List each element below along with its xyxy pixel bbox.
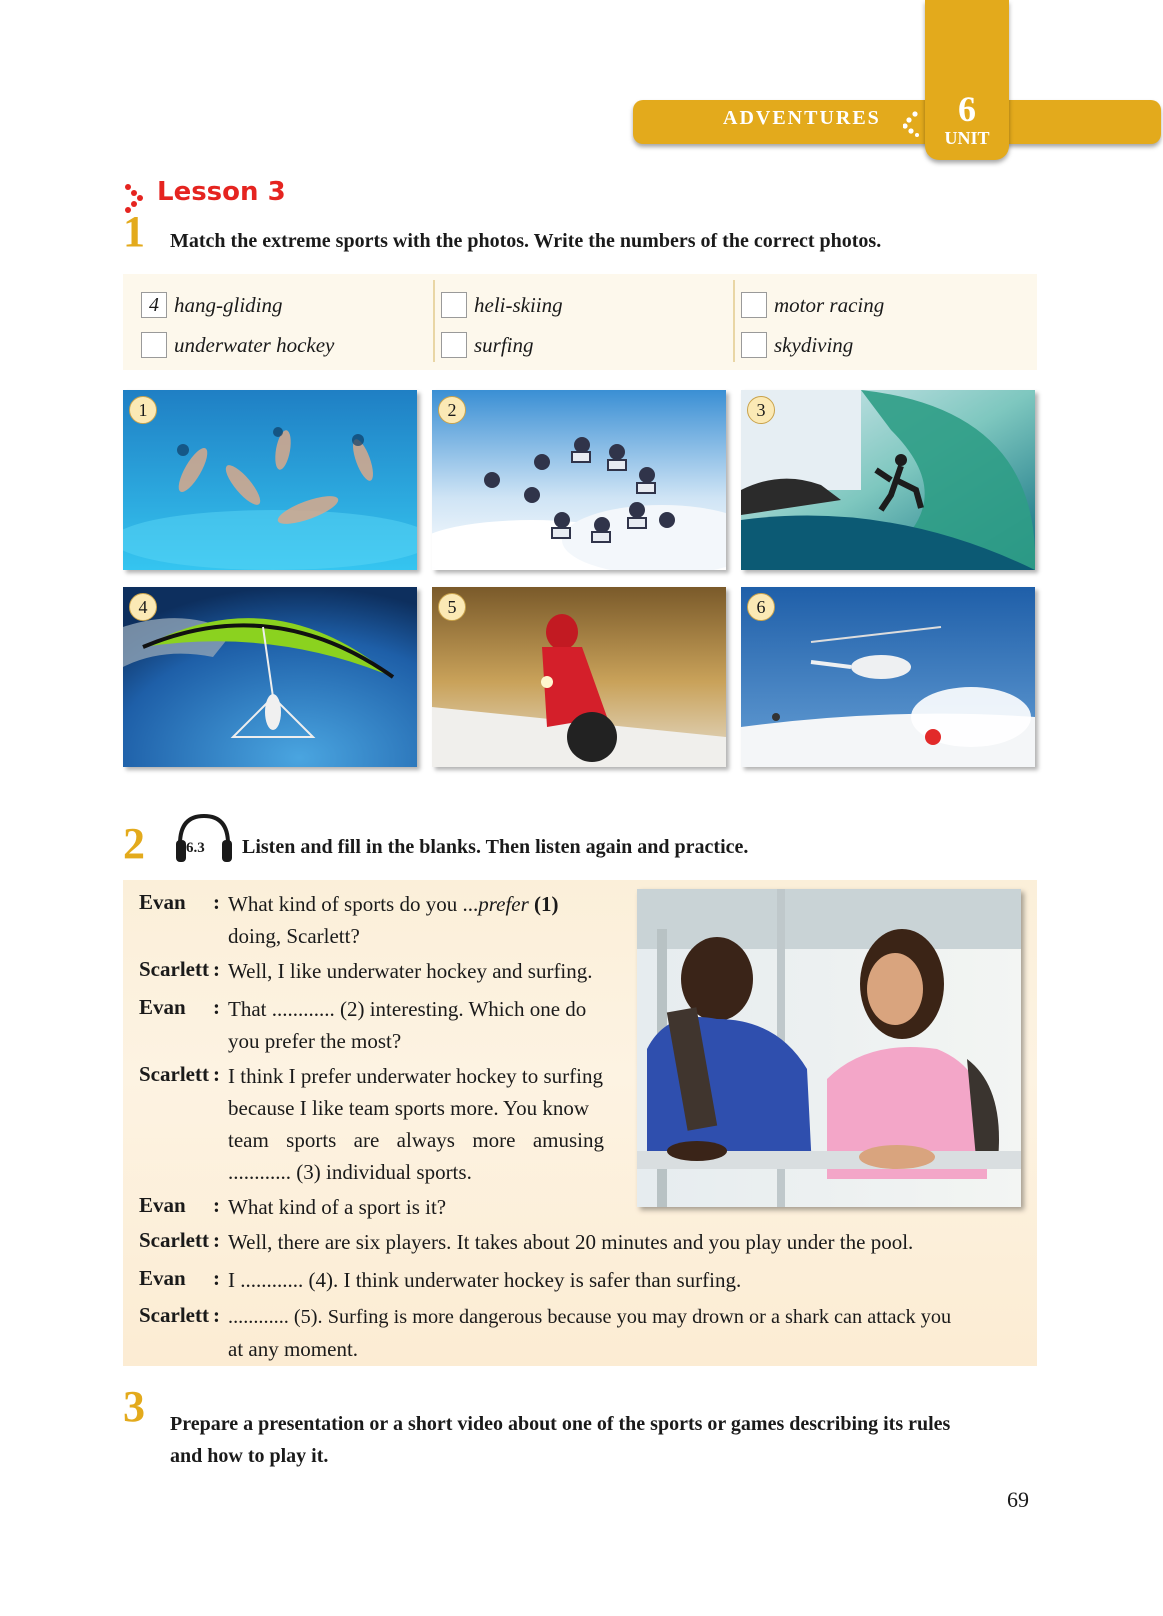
colon: : [213, 995, 220, 1019]
answer-box[interactable] [441, 332, 467, 358]
dialogue-text: ............ (3) individual sports. [228, 1160, 472, 1184]
colon: : [213, 1062, 220, 1086]
matching-item [441, 330, 534, 360]
dialogue-text: What kind of a sport is it? [228, 1195, 447, 1219]
speaker-name: Evan [139, 1193, 186, 1217]
matching-item [741, 290, 884, 320]
photo-motor-racing [432, 587, 726, 767]
speaker-name: Evan [139, 1266, 186, 1290]
colon: : [213, 1193, 220, 1217]
dots-icon [903, 111, 921, 137]
dialogue-text: I think I prefer underwater hockey to surfing [228, 1064, 603, 1088]
page-number: 69 [1007, 1487, 1029, 1512]
exercise-2-instruction: Listen and fill in the blanks. Then listen again and practice. [242, 836, 749, 858]
matching-item [441, 290, 563, 320]
photo-heli-skiing [741, 587, 1035, 767]
matching-item [741, 330, 853, 360]
dialogue-text: because I like team sports more. You know [228, 1096, 590, 1120]
exercise-2-number: 2 [123, 819, 145, 868]
colon: : [213, 1303, 220, 1327]
matching-item [141, 330, 334, 360]
unit-banner [633, 100, 1161, 144]
sport-label: surfing [474, 332, 534, 357]
dialogue-text: I ............ (4). I think underwater hockey is safer than surfing. [228, 1268, 742, 1292]
colon: : [213, 957, 220, 981]
dialogue-text: at any moment. [228, 1337, 359, 1361]
sport-label: motor racing [774, 292, 885, 317]
unit-number: 6 [958, 89, 976, 129]
speaker-name: Evan [139, 995, 186, 1019]
answer-box[interactable]: 4 [141, 292, 167, 318]
colon: : [213, 1266, 220, 1290]
matching-item [141, 290, 283, 320]
photo-evan-and-scarlett [637, 889, 1021, 1207]
dialogue-text: you prefer the most? [228, 1029, 402, 1053]
matching-column [423, 274, 723, 370]
speaker-name: Scarlett [139, 1303, 209, 1327]
lesson-title: Lesson 3 [157, 177, 286, 207]
speaker-name: Scarlett [139, 1228, 209, 1252]
photo-number-badge: 2 [438, 396, 466, 424]
matching-column [723, 274, 1023, 370]
answer-box[interactable] [441, 292, 467, 318]
colon: : [213, 890, 220, 914]
photo-skydiving [432, 390, 726, 570]
unit-label: UNIT [944, 128, 990, 148]
dialogue-text: ............ (5). Surfing is more dangerous because you may drown or a shark can attack you [228, 1306, 952, 1328]
speaker-name: Scarlett [139, 957, 209, 981]
audio-track-number: 6.3 [186, 840, 205, 856]
sport-label: underwater hockey [174, 332, 335, 357]
photo-number-badge: 4 [129, 593, 157, 621]
dialogue-text: Well, I like underwater hockey and surfing. [228, 959, 593, 983]
dialogue-text: team sports are always more amusing [228, 1128, 604, 1152]
matching-column [123, 274, 423, 370]
photo-underwater-hockey [123, 390, 417, 570]
matching-box [123, 274, 1037, 370]
photo-number-badge: 5 [438, 593, 466, 621]
speaker-name: Evan [139, 890, 186, 914]
photo-number-badge: 6 [747, 593, 775, 621]
photo-number-badge: 1 [129, 396, 157, 424]
exercise-1-instruction: Match the extreme sports with the photos. Write the numbers of the correct photos. [170, 230, 882, 252]
photo-number-badge: 3 [747, 396, 775, 424]
section-title: ADVENTURES [723, 107, 881, 129]
exercise-3-instruction-line1: Prepare a presentation or a short video about one of the sports or games describing its rules [170, 1413, 951, 1435]
dialogue-text: That ............ (2) interesting. Which one do [228, 997, 587, 1021]
blank-number: (1) [528, 892, 559, 916]
answer-box[interactable] [741, 332, 767, 358]
blank-answer: prefer [478, 892, 529, 916]
dialogue-text: doing, Scarlett? [228, 924, 360, 948]
exercise-3-number: 3 [123, 1382, 145, 1431]
speaker-name: Scarlett [139, 1062, 209, 1086]
exercise-1-number: 1 [123, 207, 145, 256]
sport-label: hang-gliding [174, 292, 283, 317]
dialogue-line [228, 888, 623, 920]
sport-label: skydiving [774, 332, 854, 357]
dialogue-text: Well, there are six players. It takes about 20 minutes and you play under the pool. [228, 1230, 914, 1254]
dialogue-text: What kind of sports do you ... [228, 892, 479, 916]
headphones-icon[interactable] [172, 810, 236, 866]
exercise-3-instruction-line2: and how to play it. [170, 1445, 329, 1467]
photo-hang-gliding [123, 587, 417, 767]
colon: : [213, 1228, 220, 1252]
photo-surfing [741, 390, 1035, 570]
sport-label: heli-skiing [474, 292, 563, 317]
answer-box[interactable] [741, 292, 767, 318]
answer-box[interactable] [141, 332, 167, 358]
